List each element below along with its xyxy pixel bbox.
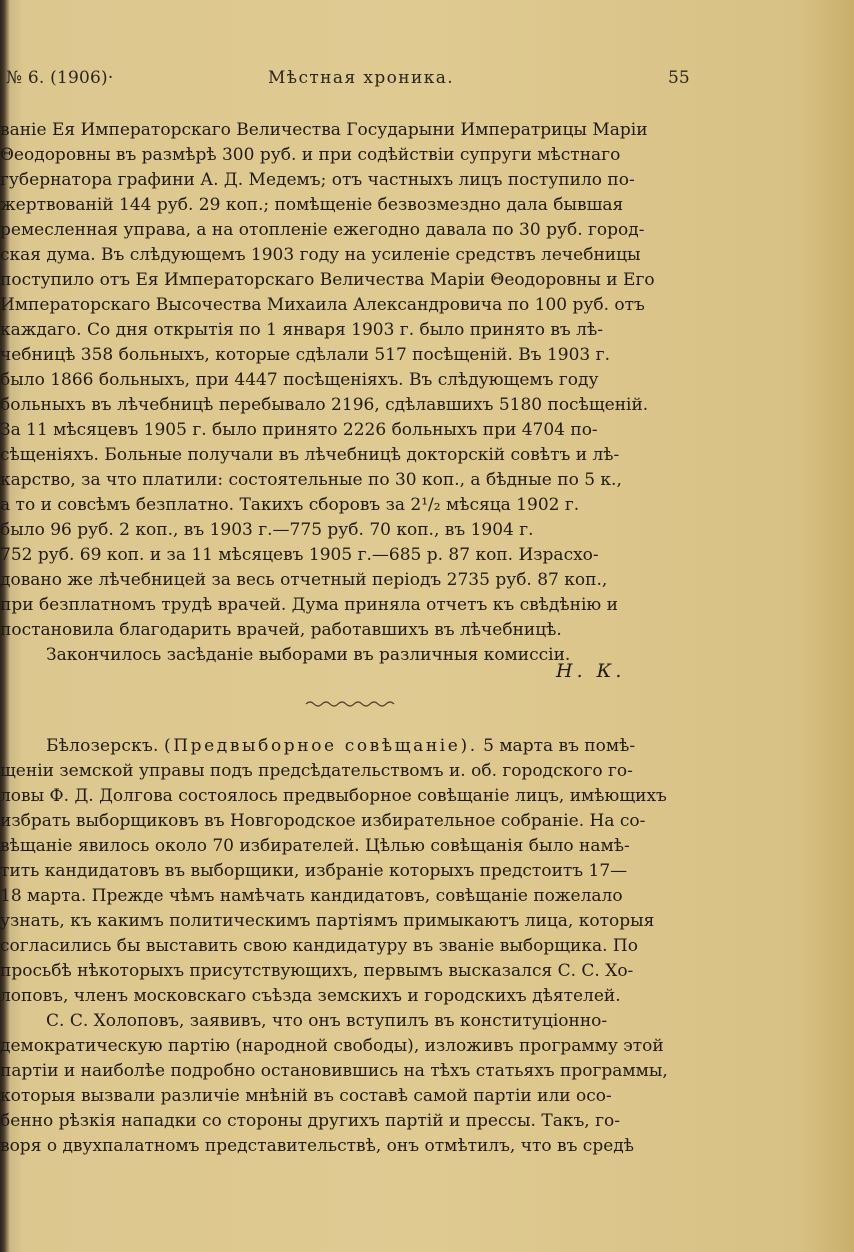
place-name: Бѣлозерскъ. — [46, 736, 159, 756]
text-line: щеніи земской управы подъ предсѣдательствомъ и. об. городского го- — [0, 761, 633, 781]
text-line: вѣщаніе явилось около 70 избирателей. Цѣлью совѣщанія было намѣ- — [0, 836, 630, 856]
section-title: Мѣстная хроника. — [268, 68, 455, 88]
text-line: ловы Ф. Д. Долгова состоялось предвыборное совѣщаніе лицъ, имѣющихъ — [0, 786, 667, 806]
text-line: карство, за что платили: состоятельные по 30 коп., а бѣдные по 5 к., — [0, 470, 622, 490]
article-first-line: 5 марта въ помѣ- — [483, 736, 636, 756]
text-line: при безплатномъ трудѣ врачей. Дума приняла отчетъ къ свѣдѣнію и — [0, 595, 618, 615]
running-header — [0, 68, 854, 98]
text-line: каждаго. Со дня открытія по 1 января 1903 г. было принято въ лѣ- — [0, 320, 603, 340]
article-heading: (Предвыборное совѣщаніе). — [163, 736, 478, 756]
text-line: было 96 руб. 2 коп., въ 1903 г.—775 руб. 70 коп., въ 1904 г. — [0, 520, 534, 540]
text-line: партіи и наиболѣе подробно остановившись на тѣхъ статьяхъ программы, — [0, 1061, 668, 1081]
section2-heading-line — [0, 734, 720, 759]
text-line: постановила благодарить врачей, работавшихъ въ лѣчебницѣ. — [0, 620, 562, 640]
text-line: согласились бы выставить свою кандидатуру въ званіе выборщика. По — [0, 936, 638, 956]
text-line: воря о двухпалатномъ представительствѣ, онъ отмѣтилъ, что въ средѣ — [0, 1136, 634, 1156]
text-line: Θеодоровны въ размѣрѣ 300 руб. и при содѣйствіи супруги мѣстнаго — [0, 145, 621, 165]
text-line: ваніе Ея Императорскаго Величества Государыни Императрицы Маріи — [0, 120, 648, 140]
text-line: За 11 мѣсяцевъ 1905 г. было принято 2226 больныхъ при 4704 по- — [0, 420, 598, 440]
text-line: узнать, къ какимъ политическимъ партіямъ примыкаютъ лица, которыя — [0, 911, 655, 931]
text-line: поступило отъ Ея Императорскаго Величества Маріи Θеодоровны и Его — [0, 270, 655, 290]
section2-text — [0, 759, 720, 1009]
author-signature: Н. К. — [556, 660, 626, 682]
text-line: тить кандидатовъ въ выборщики, избраніе которыхъ предстоитъ 17— — [0, 861, 628, 881]
text-line: было 1866 больныхъ, при 4447 посѣщеніяхъ. Въ слѣдующемъ году — [0, 370, 599, 390]
text-line: а то и совсѣмъ безплатно. Такихъ сборовъ за 2¹/₂ мѣсяца 1902 г. — [0, 495, 580, 515]
text-line: лоповъ, членъ московскаго съѣзда земскихъ и городскихъ дѣятелей. — [0, 986, 621, 1006]
page-number: 55 — [668, 68, 690, 88]
section-divider — [304, 697, 400, 711]
text-line: бенно рѣзкія нападки со стороны другихъ партій и прессы. Такъ, го- — [0, 1111, 620, 1131]
text-line: Императорскаго Высочества Михаила Александровича по 100 руб. отъ — [0, 295, 645, 315]
text-line: чебницѣ 358 больныхъ, которые сдѣлали 517 посѣщеній. Въ 1903 г. — [0, 345, 610, 365]
text-line: губернатора графини А. Д. Медемъ; отъ частныхъ лицъ поступило по- — [0, 170, 635, 190]
text-line: сѣщеніяхъ. Больные получали въ лѣчебницѣ докторскій совѣтъ и лѣ- — [0, 445, 620, 465]
text-line: которыя вызвали различіе мнѣній въ составѣ самой партіи или осо- — [0, 1086, 612, 1106]
section1-text — [0, 118, 720, 668]
text-line: 752 руб. 69 коп. и за 11 мѣсяцевъ 1905 г.—685 р. 87 коп. Израсхо- — [0, 545, 599, 565]
text-line: больныхъ въ лѣчебницѣ перебывало 2196, сдѣлавшихъ 5180 посѣщеній. — [0, 395, 649, 415]
closing-line: Закончилось засѣданіе выборами въ различныя комиссіи. — [46, 645, 571, 665]
text-line: ремесленная управа, а на отопленіе ежегодно давала по 30 руб. город- — [0, 220, 645, 240]
text-line: просьбѣ нѣкоторыхъ присутствующихъ, первымъ высказался С. С. Хо- — [0, 961, 634, 981]
section2-paragraph2 — [0, 1009, 720, 1159]
text-line: избрать выборщиковъ въ Новгородское избирательное собраніе. На со- — [0, 811, 646, 831]
text-line: ская дума. Въ слѣдующемъ 1903 году на усиленіе средствъ лечебницы — [0, 245, 641, 265]
text-line: С. С. Холоповъ, заявивъ, что онъ вступилъ въ конституціонно- — [46, 1011, 608, 1031]
text-line: жертвованій 144 руб. 29 коп.; помѣщеніе безвозмездно дала бывшая — [0, 195, 624, 215]
text-line: 18 марта. Прежде чѣмъ намѣчать кандидатовъ, совѣщаніе пожелало — [0, 886, 623, 906]
issue-number: № 6. (1906)· — [6, 68, 114, 88]
text-line: довано же лѣчебницей за весь отчетный періодъ 2735 руб. 87 коп., — [0, 570, 608, 590]
text-line: демократическую партію (народной свободы), изложивъ программу этой — [0, 1036, 664, 1056]
